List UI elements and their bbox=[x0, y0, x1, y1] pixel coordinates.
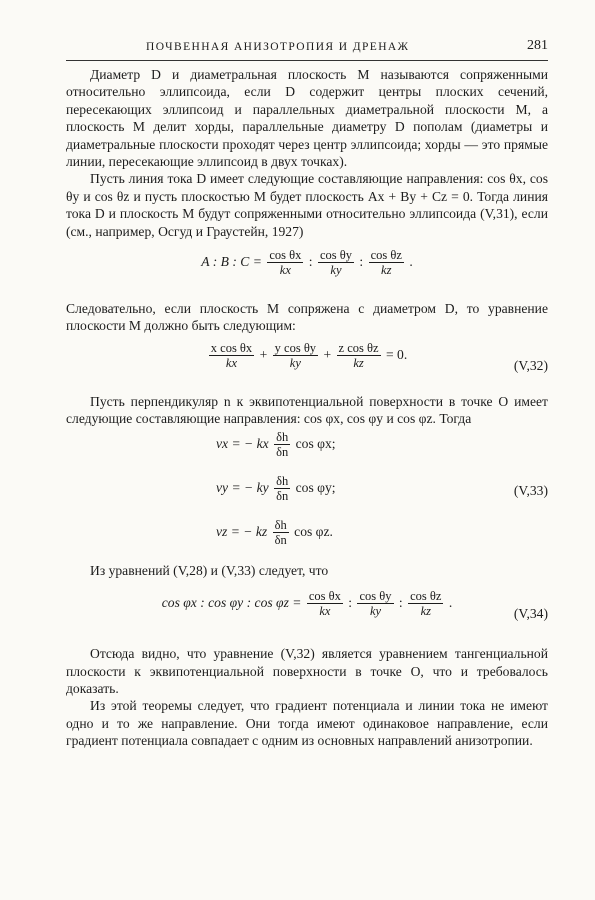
eq34-term3: $\frac{\text{cos θz}}{kz}$ bbox=[410, 589, 442, 619]
equation-number-v32: (V,32) bbox=[513, 357, 548, 373]
equation-number-v33: (V,33) bbox=[513, 482, 548, 498]
paragraph-conjugate-definition: Диаметр D и диаметральная плоскость M называются сопряженными относительно эллипсоида, если D содержит центры плоских сечений, пересекающих эллипсоид и параллельных диаметральной плоскости M, а плоскость M делит хорды, параллельные диаметру D пополам (диаметры и диаметральные плоскости проходят через центр эллипсоида; хорды — это прямые линии, пересекающие эллипсоид в двух точках). bbox=[66, 67, 548, 170]
eq33-row2: vy = − ky $\frac{\delta h}{\delta n}$ cos φy; bbox=[216, 473, 336, 504]
equation-v34: cos φx : cos φy : cos φz = $\frac{\text{cos θx}}{kx}$ : $\frac{\text{cos θy}}{ky}$ : $\frac{\text{cos θz}}{kz}$ . (V,34) bbox=[161, 589, 548, 622]
paragraph-theorem-consequence: Из этой теоремы следует, что градиент потенциала и линии тока не имеют одно и то же направление. Они тогда имеют одинаковое направление, если градиент потенциала совпадает с одним из основных направлений анизотропии. bbox=[66, 698, 548, 749]
paragraph-tangential-plane: Отсюда видно, что уравнение (V,32) является уравнением тангенциальной плоскости к эквипотенциальной поверхности в точке O, что и требовалось доказать. bbox=[66, 646, 548, 696]
eq34-term1: $\frac{\text{cos θx}}{kx}$ bbox=[308, 589, 341, 619]
page-number: 281 bbox=[527, 38, 548, 53]
paragraph-flow-line: Пусть линия тока D имеет следующие составляющие направления: cos θx, cos θy и cos θz и пусть плоскостью M будет плоскость Ax + By + Cz = 0. Тогда линия тока D и плоскость M будут сопряженными относительно эллипсоида (V,31), если (см., например, Осгуд и Граустейн, 1927) bbox=[66, 171, 548, 239]
eq32-term2: $\frac{\text{y cos θy}}{ky}$ bbox=[274, 340, 317, 371]
equation-number-v34: (V,34) bbox=[513, 606, 548, 622]
paragraph-from-equations: Из уравнений (V,28) и (V,33) следует, что bbox=[90, 562, 329, 578]
equation-v32: $\frac{\text{x cos θx}}{kx}$ + $\frac{\text{y cos θy}}{ky}$ + $\frac{\text{z cos θz}}{kz}$ = 0. (V,32) bbox=[210, 340, 548, 373]
equation-v33 bbox=[66, 430, 548, 560]
eq32-term3: $\frac{\text{z cos θz}}{kz}$ bbox=[338, 340, 379, 371]
eq-ratio-term1: $\frac{\text{cos θx}}{kx}$ bbox=[269, 248, 302, 278]
eq34-lhs: cos φx : cos φy : cos φz = bbox=[161, 595, 302, 611]
running-head: ПОЧВЕННАЯ АНИЗОТРОПИЯ И ДРЕНАЖ bbox=[146, 41, 410, 53]
eq34-term2: $\frac{\text{cos θy}}{ky}$ bbox=[359, 589, 392, 619]
eq33-row3: vz = − kz $\frac{\delta h}{\delta n}$ cos φz. bbox=[216, 517, 333, 548]
page-body bbox=[66, 66, 548, 750]
eq33-row1: vx = − kx $\frac{\delta h}{\delta n}$ cos φx; bbox=[216, 429, 336, 460]
eq32-term1: $\frac{\text{x cos θx}}{kx}$ bbox=[210, 340, 253, 371]
eq-ratio-term2: $\frac{\text{cos θy}}{ky}$ bbox=[319, 248, 352, 278]
paragraph-consequently: Следовательно, если плоскость M сопряжена с диаметром D, то уравнение плоскости M должно быть следующим: bbox=[66, 301, 548, 334]
page-header bbox=[66, 38, 548, 61]
equation-ratio: A : B : C = $\frac{\text{cos θx}}{kx}$ : $\frac{\text{cos θy}}{ky}$ : $\frac{\text{cos θz}}{kz}$ . bbox=[201, 248, 413, 278]
eq-ratio-lhs: A : B : C = bbox=[201, 254, 262, 270]
paragraph-perpendicular: Пусть перпендикуляр n к эквипотенциальной поверхности в точке O имеет следующие составляющие направления: cos φx, cos φy и cos φz. Тогда bbox=[66, 393, 548, 427]
eq-ratio-term3: $\frac{\text{cos θz}}{kz}$ bbox=[370, 248, 402, 278]
